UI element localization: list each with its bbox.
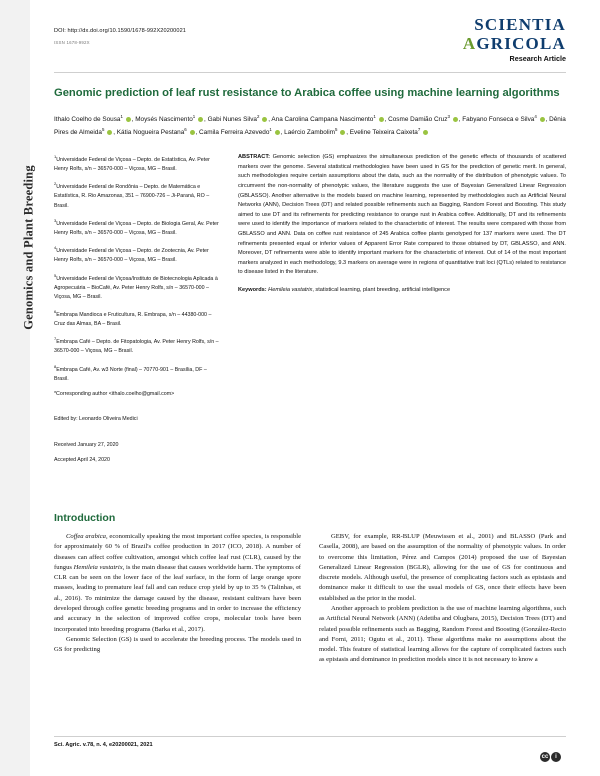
body-column-right [319,532,566,666]
journal-logo-line2 [463,35,566,52]
page-title: Genomic prediction of leaf rust resistance to Arabica coffee using machine learning algorithms [54,87,560,99]
abstract-body: ABSTRACT: Genomic selection (GS) emphasizes the simultaneous prediction of the genetic effects of thousands of scattered markers over the genome. Several statistical methodologies have been used in GS for the prediction of genetic merit. In general, such methodologies require certain assumptions about the data, such as the normality of the distribution of phenotypic values. To circumvent the non-normality of phenotypic values, the literature suggests the use of Bayesian Generalized Linear Regression (GBLASSO). Another alternative is the models based on machine learning, represented by methodologies such as Artificial Neural Networks (ANN), Decision Trees (DT) and related possible refinements such as Bagging, Random Forest and Boosting. This study aimed to use DT and its refinements for predicting resistance to orange rust in Arabica coffee. Additionally, DT and its refinements were used to identify the importance of markers related to the characteristic of interest. The results were compared with those from GBLASSO and ANN. Data on coffee rust resistance of 245 Arabica coffee plants genotyped for 137 markers were used. The DT refinements presented equal or inferior values of Apparent Error Rate compared to those obtained by DT, GBLASSO, and ANN. Moreover, DT refinements were able to identify important markers for the characteristic of interest. Out of 14 of the most important markers analyzed in each methodology, 9.3 markers on average were in regions of quantitative trait loci (QTLs) related to resistance to disease listed in the literature. Keywords: Hemileia vastatrix, statistical learning, plant breeding, artificial intelligence [238,154,566,294]
body-paragraph: Coffea arabica, economically speaking the most important coffee species, is responsible for approximately 60 % of Brazil's coffee production in 2017 (ICO, 2018). A number of diseases can affect coffee cultivation, amongst which coffee leaf rust (CLR), caused by the fungus Hemileia vastatrix, is the main disease that causes worldwide harm. The symptoms of CLR can be seen on the lower face of the leaf surface, in the form of large orange spore masses, leading to premature leaf fall and can reduce crop yield by up to 35 % (Talinhas, et al., 2016). To minimize the damage caused by the disease, resistant cultivars have been developed through coffee genetic breeding programs and in order to increase the efficiency and accuracy in the selection of improved coffee crops, molecular tools have been incorporated into breeding programs (Barka et al., 2017). [54,533,301,633]
body-paragraph: Another approach to problem prediction is the use of machine learning algorithms, such as Artificial Neural Network (ANN) (Adetiba and Olugbara, 2015), Decision Trees (DT) and related possible refinements such as Bagging, Random Forest and Boosting (González-Recio and Forni, 2011; Ogutu et al., 2011). These algorithms make no assumptions about the model. This feature of statistical learning allows for the capture of complicated factors such as epistasis and dominance in prediction models since it is not necessary to know a [319,604,566,664]
affiliation-item: $^5$Universidade Federal de Viçosa/Instituto de Biotecnologia Aplicada à Agropecuária – BioCafé, Av. Peter Henry Rolfs, s/n – 36570-000 – Viçosa, MG – Brasil. [54,272,218,300]
corresponding-author: *Corresponding author <ithalo.coelho@gmail.com> [54,391,175,398]
cc-mark-1: cc [541,754,549,760]
article-header [30,0,600,74]
cc-mark-2: i [551,752,561,762]
affiliation-item: $^4$Universidade Federal de Viçosa – Depto. de Zootecnia, Av. Peter Henry Rolfs, s/n – 36570-000 – Viçosa, MG – Brasil. [54,245,209,264]
author-list: Ithalo Coelho de Sousa$^1$ , Moysés Nascimento$^1$ , Gabi Nunes Silva$^2$ , Ana Carolina Campana Nascimento$^1$ , Cosme Damião Cruz$^3$ , Fabyano Fonseca e Silva$^4$ , Dênia Pires de Almeida$^5$ , Kátia Nogueira Pestana$^6$ , Camila Ferreira Azevedo$^1$ , Laércio Zambolim$^5$ , Eveline Teixeira Caixeta$^7$ [54,114,566,137]
footer-citation: Sci. Agric. v.78, n. 4, e20200021, 2021 [54,742,153,748]
affiliation-item: $^8$Embrapa Café, Av. w3 Norte (final) – 70770-901 – Brasília, DF – Brasil. [54,363,207,382]
affiliations-and-abstract [54,153,566,471]
body-paragraph: GEBV, for example, RR-BLUP (Meuwissen et al., 2001) and BLASSO (Park and Casella, 2008), are based on the assumption of the normality of phenotypic values. In order to overcome this limitation, Pérez and Campos (2014) proposed the use of Bayesian Generalized Linear Regression (BGLR), allowing for the use of GS for continuous and discrete models. Although useful, the presence of complicating factors such as epistasis and dominance make it difficult to use the usual models of GS, once their effects have been established as the prior in the model. [319,533,566,602]
journal-logo-line2-rest: GRICOLA [476,34,566,53]
affiliation-item: $^7$Embrapa Café – Depto. de Fitopatologia, Av. Peter Henry Rolfs, s/n – 36570-000 – Viçosa, MG – Brasil. [54,336,219,355]
affiliation-item: $^6$Embrapa Mandioca e Fruticultura, R. Embrapa, s/n – 44380-000 – Cruz das Almas, BA – Brasil. [54,309,212,328]
body-column-left [54,532,301,666]
article-type-label: Research Article [509,54,566,63]
accepted-date: Accepted April 24, 2020 [54,456,110,463]
section-title-introduction: Introduction [54,512,116,524]
edited-by: Edited by: Leonardo Oliveira Medici [54,416,138,423]
received-date: Received January 27, 2020 [54,441,119,448]
issn-label: ISSN 1678-992X [54,40,90,45]
abstract-block [238,153,566,471]
creative-commons-icon [540,752,566,762]
affiliation-block [54,153,222,471]
journal-section-band [0,0,36,776]
affiliation-item: $^3$Universidade Federal de Viçosa – Depto. de Biologia Geral, Av. Peter Henry Rolfs, s/n – 36570-000 – Viçosa, MG – Brasil. [54,218,219,237]
affiliation-item: $^2$Universidade Federal de Rondônia – Depto. de Matemática e Estatística, R. Rio Amazonas, 351 – 76900-726 – Ji-Paraná, RO – Brasil. [54,181,210,209]
article-body [54,512,566,734]
article-content [30,0,600,776]
header-divider [54,72,566,73]
affiliation-item: $^1$Universidade Federal de Viçosa – Depto. de Estatística, Av. Peter Henry Rolfs, s/n – 36570-000 – Viçosa, MG – Brasil. [54,154,210,173]
body-paragraph: Genomic Selection (GS) is used to accelerate the breeding process. The models used in GS for predicting [54,635,301,654]
body-columns [54,532,566,666]
page-footer [54,736,566,762]
affiliation-items [54,153,222,384]
journal-logo-line2-initial: A [462,34,477,53]
journal-section-label: Genomics and Plant Breeding [21,165,36,330]
journal-logo [463,16,566,52]
journal-logo-line1: SCIENTIA [474,15,566,34]
doi-link[interactable]: DOI: http://dx.doi.org/10.1590/1678-992X20200021 [54,28,186,34]
